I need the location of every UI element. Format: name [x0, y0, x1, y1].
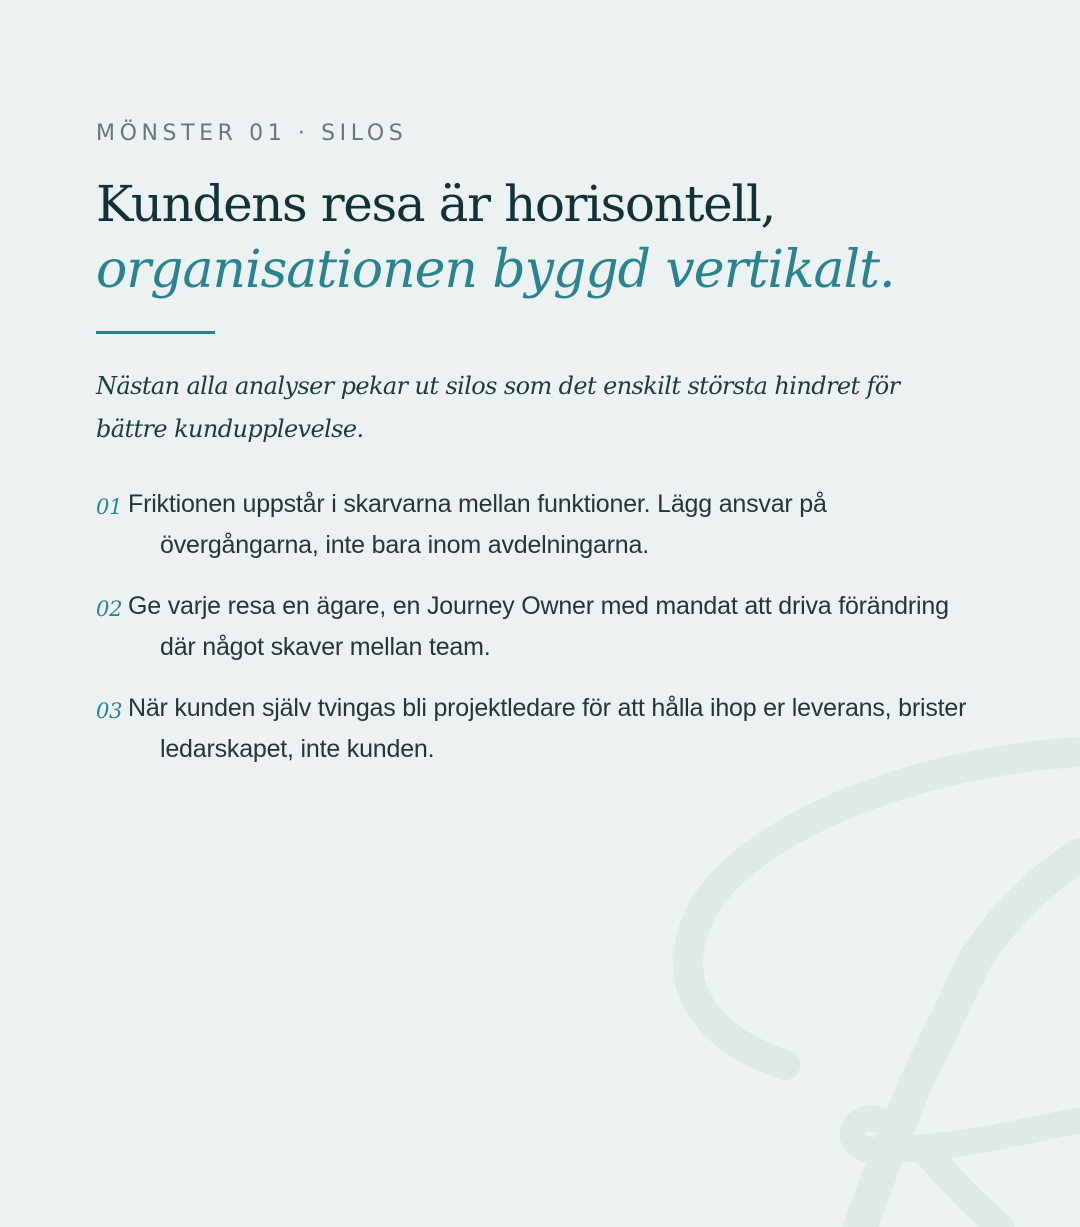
- page-title: Kundens resa är horisontell,: [96, 175, 775, 233]
- list-item-number: 02: [96, 597, 123, 621]
- list-item-text: Friktionen uppstår i skarvarna mellan funktioner. Lägg ansvar på övergångarna, inte bara inom avdelningarna.: [128, 490, 827, 559]
- lead-paragraph: Nästan alla analyser pekar ut silos som det enskilt största hindret för bättre kundupplevelse.: [96, 372, 900, 443]
- list-item-text: När kunden själv tvingas bli projektledare för att hålla ihop er leverans, brister ledarskapet, inte kunden.: [128, 694, 967, 763]
- page-title-emphasis: organisationen byggd vertikalt.: [96, 240, 895, 300]
- numbered-list: [96, 484, 976, 790]
- list-item-number: 01: [96, 495, 123, 519]
- list-item: [96, 484, 976, 566]
- list-item: [96, 586, 976, 668]
- list-item-number: 03: [96, 699, 123, 723]
- list-item-text: Ge varje resa en ägare, en Journey Owner med mandat att driva förändring där något skaver mellan team.: [128, 592, 949, 661]
- accent-divider: [96, 331, 215, 334]
- eyebrow-label: MÖNSTER 01 · SILOS: [96, 121, 408, 146]
- list-item: [96, 688, 976, 770]
